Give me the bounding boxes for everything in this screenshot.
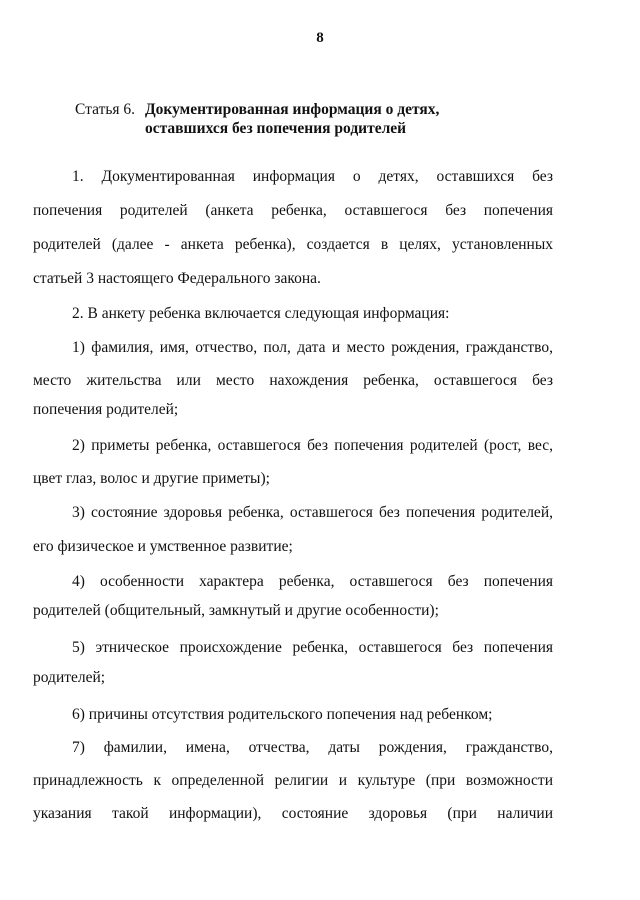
paragraph-1-line-1: 1. Документированная информация о детях, оставшихся без bbox=[72, 168, 553, 185]
item-4-line-1: 4) особенности характера ребенка, оставшегося без попечения bbox=[72, 573, 553, 590]
item-2-line-1: 2) приметы ребенка, оставшегося без попечения родителей (рост, вес, bbox=[72, 437, 553, 454]
article-heading bbox=[75, 100, 439, 138]
item-3-line-2: его физическое и умственное развитие; bbox=[33, 538, 293, 555]
item-5-line-1: 5) этническое происхождение ребенка, оставшегося без попечения bbox=[72, 639, 553, 656]
item-3-line-1: 3) состояние здоровья ребенка, оставшегося без попечения родителей, bbox=[72, 504, 553, 521]
paragraph-1-line-3: родителей (далее - анкета ребенка), создается в целях, установленных bbox=[33, 236, 553, 253]
item-7-line-3: указания такой информации), состояние здоровья (при наличии bbox=[33, 805, 553, 822]
item-7-line-2: принадлежность к определенной религии и культуре (при возможности bbox=[33, 772, 553, 789]
item-1-line-1: 1) фамилия, имя, отчество, пол, дата и место рождения, гражданство, bbox=[72, 339, 553, 356]
item-2-line-2: цвет глаз, волос и другие приметы); bbox=[33, 470, 270, 487]
paragraph-1-line-2: попечения родителей (анкета ребенка, оставшегося без попечения bbox=[33, 202, 553, 219]
page-number: 8 bbox=[316, 30, 324, 46]
item-1-line-3: попечения родителей; bbox=[33, 401, 179, 418]
item-4-line-2: родителей (общительный, замкнутый и другие особенности); bbox=[33, 602, 439, 619]
article-label: Статья 6. bbox=[75, 101, 136, 118]
article-title-line-2: оставшихся без попечения родителей bbox=[145, 120, 407, 137]
paragraph-1-line-4: статьей 3 настоящего Федерального закона. bbox=[33, 270, 321, 287]
item-6-line-1: 6) причины отсутствия родительского попечения над ребенком; bbox=[72, 706, 493, 723]
item-5-line-2: родителей; bbox=[33, 669, 106, 686]
item-7-line-1: 7) фамилии, имена, отчества, даты рождения, гражданство, bbox=[72, 739, 553, 756]
article-title-line-1: Документированная информация о детях, bbox=[145, 101, 440, 118]
paragraph-2-line-1: 2. В анкету ребенка включается следующая информация: bbox=[72, 305, 450, 322]
item-1-line-2: место жительства или место нахождения ребенка, оставшегося без bbox=[33, 372, 553, 389]
